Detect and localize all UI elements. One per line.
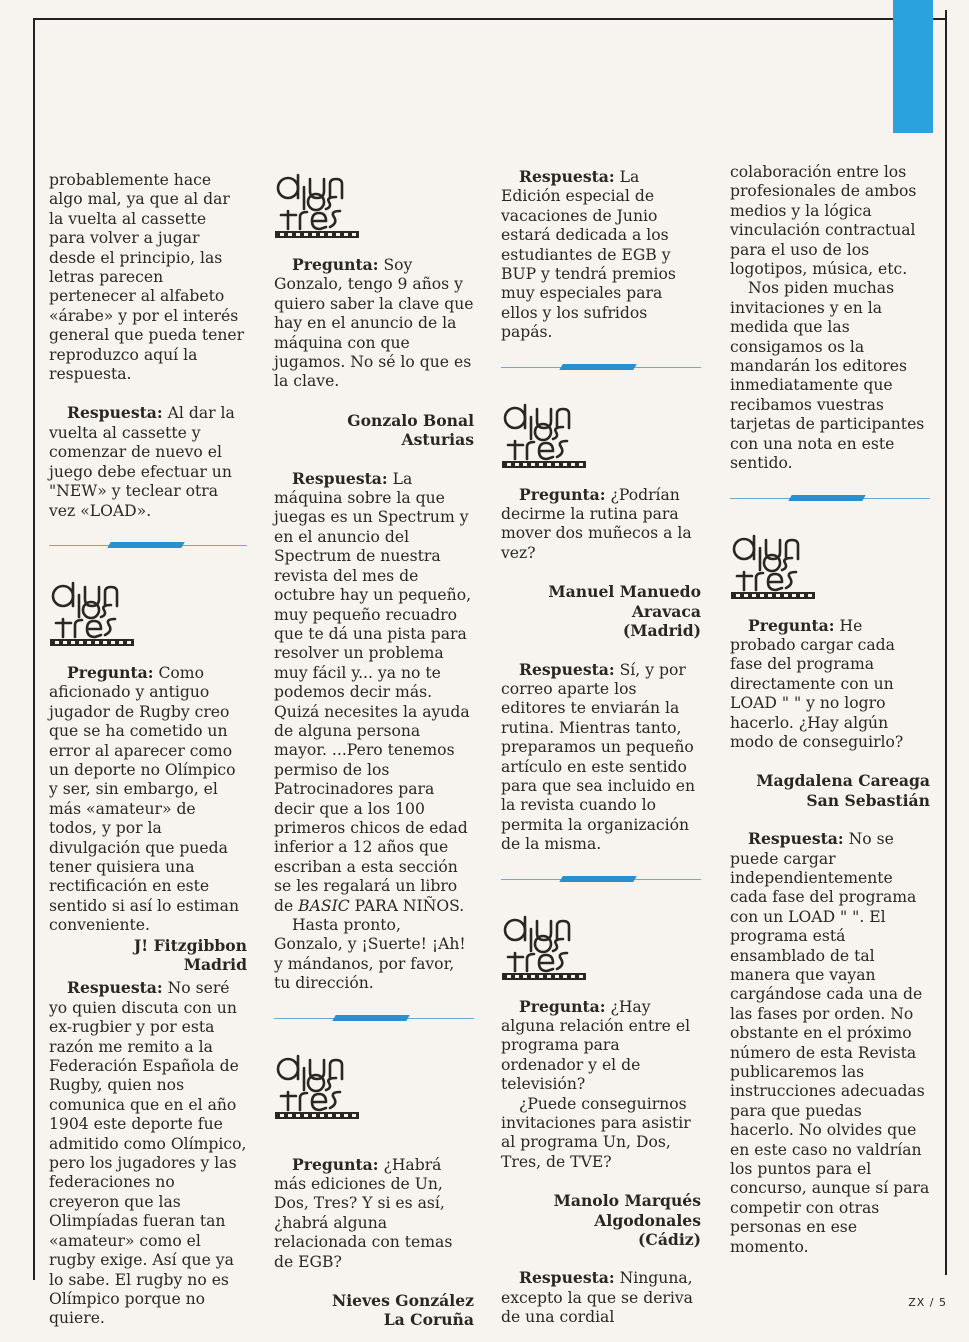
signature-name: Manuel Manuedo (548, 582, 701, 602)
un-dos-tres-logo (501, 401, 596, 471)
signature-place: (Madrid) (622, 621, 701, 641)
question: Pregunta: He probado cargar cada fase del programa directamente con un LOAD " " y no logro hacerlo. ¿Hay algún modo de conseguirlo? (730, 615, 904, 751)
question: Pregunta: Soy Gonzalo, tengo 9 años y quiero saber la clave que hay en el anuncio de la máquina con que jugamos. No sé lo que es la clave. (274, 255, 474, 391)
page-number: ZX / 5 (908, 1296, 947, 1309)
closing: Hasta pronto, Gonzalo, y ¡Suerte! ¡Ah! y mándanos, por favor, tu dirección. (274, 916, 466, 993)
column-1 (49, 171, 247, 1329)
signature-place: La Coruña (383, 1310, 474, 1330)
paragraph: Nos piden muchas invitaciones y en la medida que las consigamos os la mandarán los editores inmediatamente que recibamos vuestras tarjetas de participantes con una nota en este sentido. (730, 279, 925, 473)
section-divider (501, 873, 701, 887)
un-dos-tres-logo (274, 171, 369, 241)
paragraph: probablemente hace algo mal, ya que al dar la vuelta al cassette para volver a jugar desde el principio, las letras parecen pertenecer al alfabeto «árabe» y por el interés general que pueda tener reproduzco aquí la respuesta. (49, 171, 245, 384)
page-frame-top (33, 18, 945, 20)
signature-place: Madrid (183, 955, 247, 974)
signature-name: Magdalena Careaga (756, 771, 930, 791)
signature-name: Gonzalo Bonal (347, 410, 474, 430)
answer: Respuesta: Al dar la vuelta al cassette y comenzar de nuevo el juego debe efectuar un "NEW» y teclear otra vez «LOAD». (49, 403, 235, 520)
answer: Respuesta: No se puede cargar independientemente cada fase del programa con un LOAD " ". El programa está ensamblado de tal manera que vayan cargándose cada una de las fases por orden. No obstante en el próximo número de esta Revista publicaremos las instrucciones adecuadas para que puedas hacerlo. No olvides que en este caso no valdrían los puntos para el concurso, aunque sí para competir con otras personas en ese momento. (730, 829, 930, 1256)
signature-place: (Cádiz) (638, 1230, 701, 1250)
question: Pregunta: Como aficionado y antiguo jugador de Rugby creo que se ha cometido un error al aparecer como un deporte no Olímpico y ser, sin embargo, el más «amateur» de todos, y por la divulgación que pueda tener quisiera una rectificación en este sentido si así lo estiman conveniente. (49, 662, 239, 935)
signature-place: Algodonales (594, 1210, 701, 1230)
signature-name: Manolo Marqués (553, 1191, 701, 1211)
answer: Respuesta: La máquina sobre la que juegas es un Spectrum y en el anuncio del Spectrum de nuestra revista del mes de octubre hay un pequeño, muy pequeño recuadro que te dá una pista para resolver un problema muy fácil y... ya no te podemos decir más. Quizá necesites la ayuda de alguna persona mayor. ...Pero tenemos permiso de los Patrocinadores para decir que a los 100 primeros chicos de edad inferior a 12 años que escriban a esta sección se les regalará un libro de BASIC PARA NIÑOS. (274, 468, 472, 915)
section-divider (49, 539, 247, 553)
signature-place: San Sebastián (806, 790, 930, 810)
un-dos-tres-logo (49, 579, 144, 649)
question: Pregunta: ¿Habrá más ediciones de Un, Dos, Tres? Y si es así, ¿habrá alguna relacionada con temas de EGB? (274, 1154, 453, 1271)
un-dos-tres-logo (730, 532, 825, 602)
answer: Respuesta: Ninguna, excepto la que se deriva de una cordial (501, 1268, 693, 1327)
signature-place: Asturias (401, 430, 474, 450)
un-dos-tres-logo (274, 1052, 369, 1122)
un-dos-tres-logo (501, 913, 596, 983)
column-2 (274, 171, 474, 1330)
page-frame-right (945, 10, 947, 1275)
answer: Respuesta: La Edición especial de vacaciones de Junio estará dedicada a los estudiantes de EGB y BUP y tendrá premios muy especiales para ellos y los sufridos papás. (501, 167, 676, 342)
question: Pregunta: ¿Podrían decirme la rutina para mover dos muñecos a la vez? (501, 484, 692, 562)
paragraph: colaboración entre los profesionales de ambos medios y la lógica vinculación contractual para el uso de los logotipos, música, etc. (730, 163, 917, 279)
answer: Respuesta: Sí, y por correo aparte los editores te enviarán la rutina. Mientras tanto, preparamos un pequeño artículo en este sentido para que sea incluido en la revista cuando lo permita la organización de la misma. (501, 659, 696, 854)
signature-place: Aravaca (631, 601, 701, 621)
column-3 (501, 167, 701, 1328)
section-divider (501, 361, 701, 375)
signature-name: J! Fitzgibbon (133, 935, 247, 955)
answer: Respuesta: No seré yo quien discuta con un ex-rugbier y por esta razón me remito a la Federación Española de Rugby, quien nos comunica que en el año 1904 este deporte fue admitido como Olímpico, pero los jugadores y las federaciones no creyeron que las Olimpíadas fueran tan «amateur» como el rugby exige. Así que ya lo sabe. El rugby no es Olímpico porque no quiere. (49, 978, 247, 1328)
column-4 (730, 163, 930, 1257)
section-divider (274, 1012, 474, 1026)
section-divider (730, 492, 930, 506)
question: Pregunta: ¿Hay alguna relación entre el programa para ordenador y el de televisión? (501, 996, 691, 1094)
question-continued: ¿Puede conseguirnos invitaciones para asistir al programa Un, Dos, Tres, de TVE? (501, 1094, 691, 1171)
page-frame-left (33, 18, 35, 1280)
signature-name: Nieves González (331, 1291, 474, 1311)
section-tab (893, 0, 933, 133)
